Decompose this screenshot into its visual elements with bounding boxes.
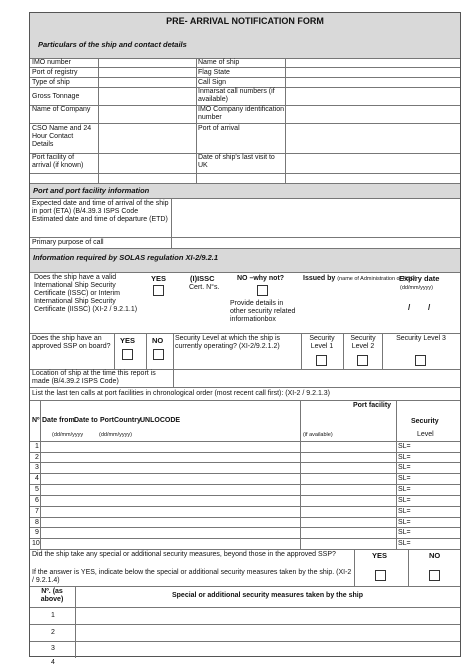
expiry-date-separator-2: / (428, 303, 431, 312)
port-call-row-number: 5 (35, 486, 39, 493)
col-date-from-label: Date from (42, 417, 75, 424)
expiry-date-format: (dd/mm/yyyy) (400, 285, 433, 291)
col-no-label: Nº (32, 417, 40, 424)
if-available-note: (if available) (303, 432, 333, 438)
ssp-no-label: NO (152, 336, 164, 345)
issc-cert-label: (I)ISSC (190, 274, 215, 283)
imo-number-label: IMO number (32, 59, 71, 66)
port-call-row-number: 3 (35, 464, 39, 471)
ssp-yes-checkbox[interactable] (122, 349, 133, 360)
security-level-cell: SL= (398, 443, 411, 450)
port-call-row-number: 10 (32, 540, 40, 547)
port-call-row-number: 6 (35, 497, 39, 504)
issc-yes-label: YES (151, 274, 167, 283)
issc-no-why-label: NO –why not? (237, 275, 285, 282)
security-level-2-label: Security Level 2 (350, 335, 376, 351)
security-level-cell: SL= (398, 475, 411, 482)
port-call-row-number: 4 (35, 475, 39, 482)
imo-company-id-label: IMO Company identification number (198, 106, 284, 122)
port-call-row-number: 2 (35, 454, 39, 461)
security-level-cell: SL= (398, 486, 411, 493)
special-measures-question: Did the ship take any special or additional security measures, beyond those in the approved SSP? (32, 551, 336, 558)
company-name-label: Name of Company (32, 106, 91, 113)
issc-question: Does the ship have a valid International Ship Security Certificate (ISSC) or Interim International Ship Security Certificate (IISSC) (XI-2 / 9.2.1.1) (34, 274, 138, 314)
provide-details-label: Provide details in other security related informationbox (230, 300, 296, 324)
special-row-number: 3 (51, 645, 55, 652)
ship-name-label: Name of ship (198, 59, 240, 66)
expiry-date-separator-1: / (408, 303, 411, 312)
col-country-label: Country (114, 417, 141, 424)
date-to-format: (dd/mm/yyyy) (99, 432, 132, 438)
port-facility-arrival-label: Port facility of arrival (if known) (32, 154, 84, 170)
cso-contact-label: CSO Name and 24 Hour Contact Details (32, 125, 92, 149)
security-level-1-label: Security Level 1 (309, 335, 335, 351)
col-security-label: Security (411, 418, 439, 425)
special-row-number: 4 (51, 659, 55, 666)
security-level-question: Security Level at which the ship is currently operating? (XI-2/9.2.1.2) (175, 335, 281, 351)
special-row-number: 1 (51, 612, 55, 619)
call-sign-label: Call Sign (198, 79, 227, 86)
special-measures-instruction: If the answer is YES, indicate below the special or additional security measures taken by the ship. (XI-2 / 9.2.1.4) (32, 569, 352, 585)
col-unlocode-label: UNLOCODE (140, 417, 181, 424)
special-row-number: 2 (51, 629, 55, 636)
security-level-3-checkbox[interactable] (415, 355, 426, 366)
security-level-cell: SL= (398, 454, 411, 461)
last-uk-visit-label: Date of ship's last visit to UK (198, 154, 275, 170)
pre-arrival-notification-form (29, 12, 461, 666)
col-port-label: Port (100, 417, 114, 424)
special-no-checkbox[interactable] (429, 570, 440, 581)
security-level-2-checkbox[interactable] (357, 355, 368, 366)
eta-etd-label: Expected date and time of arrival of the ship in port (ETA) (B/4.39.3 ISPS Code Estimated date and time of departure (ETD) (32, 200, 169, 224)
ssp-question: Does the ship have an approved SSP on board? (32, 335, 111, 351)
port-call-row-number: 9 (35, 529, 39, 536)
issc-yes-checkbox[interactable] (153, 285, 164, 296)
primary-purpose-label: Primary purpose of call (32, 239, 104, 246)
gross-tonnage-label: Gross Tonnage (32, 93, 80, 100)
security-level-cell: SL= (398, 540, 411, 547)
security-level-1-checkbox[interactable] (316, 355, 327, 366)
issc-cert-no-label: Cert. N°s. (189, 284, 220, 291)
inmarsat-label: Inmarsat call numbers (if available) (198, 88, 275, 104)
special-col-measures-label: Special or additional security measures taken by the ship (171, 592, 363, 599)
ssp-yes-label: YES (120, 336, 136, 345)
special-col-no-label: Nº. (as above) (40, 588, 64, 604)
security-level-cell: SL= (398, 497, 411, 504)
port-calls-intro: List the last ten calls at port facilities in chronological order (most recent call first): (XI-2 / 9.2.1.3) (32, 390, 331, 397)
ssp-no-checkbox[interactable] (153, 349, 164, 360)
issued-by-note: (name of Administration or RSO) (337, 276, 417, 282)
port-call-row-number: 1 (35, 443, 39, 450)
port-of-arrival-label: Port of arrival (198, 125, 240, 132)
form-title: PRE- ARRIVAL NOTIFICATION FORM (166, 16, 324, 26)
port-call-row-number: 8 (35, 519, 39, 526)
special-no-label: NO (429, 551, 441, 560)
flag-state-label: Flag State (198, 69, 230, 76)
section-1-heading: Particulars of the ship and contact details (38, 40, 187, 49)
special-yes-checkbox[interactable] (375, 570, 386, 581)
security-level-cell: SL= (398, 508, 411, 515)
security-level-cell: SL= (398, 464, 411, 471)
special-yes-label: YES (372, 551, 388, 560)
date-from-format: (dd/mm/yyyy (52, 432, 84, 438)
security-level-3-label: Security Level 3 (396, 335, 446, 342)
expiry-date-label: Expiry date (399, 274, 440, 283)
section-3-heading: Information required by SOLAS regulation XI-2/9.2.1 (33, 253, 219, 262)
section-2-heading: Port and port facility information (33, 186, 150, 195)
type-of-ship-label: Type of ship (32, 79, 70, 86)
col-date-to-label: Date to (74, 417, 98, 424)
issued-by-label: Issued by (303, 275, 336, 282)
security-level-cell: SL= (398, 529, 411, 536)
security-level-cell: SL= (398, 519, 411, 526)
port-call-row-number: 7 (35, 508, 39, 515)
issc-no-checkbox[interactable] (257, 285, 268, 296)
port-of-registry-label: Port of registry (32, 69, 78, 76)
col-port-facility-label: Port facility (352, 402, 392, 409)
col-level-label: Level (417, 431, 434, 438)
location-label: Location of ship at the time this report is made (B/4.39.2 ISPS Code) (32, 370, 156, 386)
